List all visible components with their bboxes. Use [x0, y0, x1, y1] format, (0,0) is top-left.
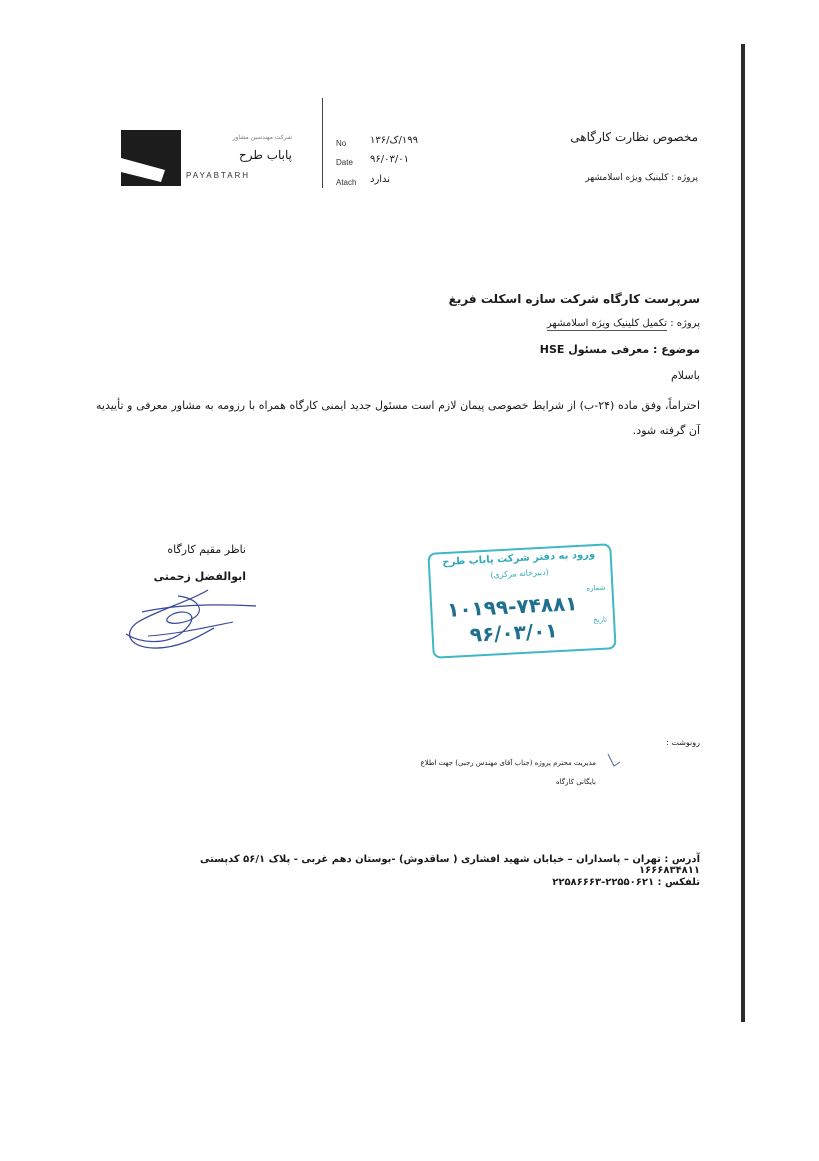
- check-mark-icon: [606, 752, 624, 770]
- letter-project-label: پروژه :: [667, 318, 700, 329]
- letter-project: [500, 318, 700, 329]
- meta-no-label: No: [336, 139, 347, 148]
- logo-name-fa: پاباب طرح: [238, 148, 292, 162]
- cc-item-management: مدیریت محترم پروژه (جناب آقای مهندس رجبی) جهت اطلاع: [420, 759, 596, 767]
- header-divider: [322, 98, 323, 188]
- letter-project-value: تکمیل کلینیک ویژه اسلامشهر: [546, 318, 668, 329]
- stamp-date-label: تاریخ: [592, 615, 608, 625]
- stamp-subtitle: (دبیرخانه مرکزی): [490, 567, 549, 580]
- company-logo-icon: [121, 130, 181, 186]
- handwritten-signature: [118, 582, 258, 657]
- letter-greeting: باسلام: [670, 369, 700, 382]
- cc-label: رونوشت :: [666, 738, 700, 747]
- logo-subtitle: شرکت مهندسین مشاور: [232, 134, 292, 141]
- office-project: پروژه : کلینیک ویژه اسلامشهر: [585, 173, 698, 183]
- letter-recipient: سرپرست کارگاه شرکت سازه اسکلت فریغ: [448, 292, 700, 306]
- page-edge-line: [741, 44, 745, 1022]
- meta-date-value: ۹۶/۰۳/۰۱: [370, 154, 409, 165]
- signatory-title: ناظر مقیم کارگاه: [167, 543, 246, 556]
- footer-fax: تلفکس : ۲۲۵۵۰۶۲۱-۲۲۵۸۶۶۶۳: [552, 877, 700, 888]
- stamp-title: ورود به دفتر شرکت پاباب طرح: [442, 549, 596, 569]
- logo-name-en: PAYABTARH: [186, 171, 251, 180]
- footer-address: آدرس : تهران – پاسداران – خیابان شهید افشاری ( ساقدوش) -بوستان دهم غربی - پلاک ۵۶/۱ کدپستی ۱۶۶۶۸۳۴۸۱۱: [199, 854, 700, 876]
- meta-attach-label: Atach: [336, 178, 357, 187]
- letter-body: احتراماً، وفق ماده (۲۴-ب) از شرایط خصوصی پیمان لازم است مسئول جدید ایمنی کارگاه همراه با رزومه به مشاور معرفی و تأییدیه آن گرفته شود.: [96, 399, 701, 437]
- registration-stamp: [427, 543, 616, 658]
- office-title: مخصوص نظارت کارگاهی: [570, 130, 698, 144]
- meta-date-label: Date: [336, 158, 353, 167]
- signatory-name: ابوالفضل زحمتی: [153, 570, 246, 583]
- stamp-number-label: شماره: [586, 583, 606, 593]
- cc-item-archive: بایگانی کارگاه: [555, 778, 596, 786]
- letter-subject: موضوع : معرفی مسئول HSE: [539, 343, 700, 356]
- meta-no-value: ۱۹۹/ک/۱۳۶: [370, 135, 418, 146]
- meta-attach-value: ندارد: [370, 174, 391, 185]
- stamp-date: ۹۶/۰۳/۰۱: [469, 618, 559, 647]
- stamp-number: ۱۰۱۹۹-۷۴۸۸۱: [446, 591, 579, 622]
